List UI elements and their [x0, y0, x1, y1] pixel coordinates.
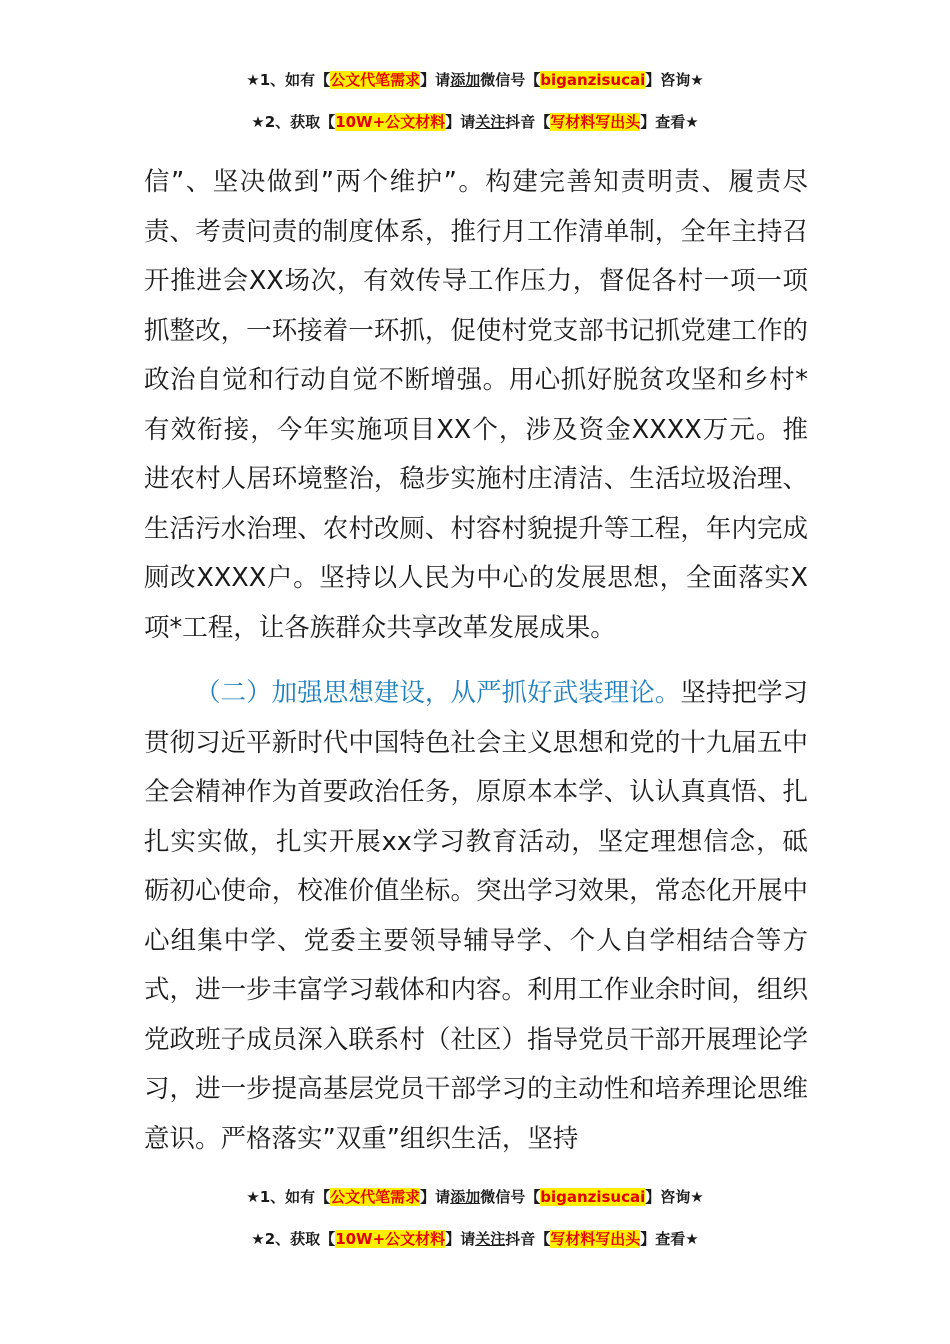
header-banner-line-1: [0, 69, 950, 91]
section-heading: （二）加强思想建设，从严抓好武装理论。: [195, 678, 681, 708]
banner-text: 】请: [445, 113, 476, 131]
highlight-materials: 10W+公文材料: [335, 113, 446, 131]
highlight-service: 公文代笔需求: [330, 71, 421, 89]
highlight-douyin-account: 写材料写出头: [550, 1230, 641, 1248]
highlight-wechat-id: biganzisucai: [540, 1188, 646, 1206]
footer-banner-line-1: [0, 1186, 950, 1208]
banner-text: 抖音【: [505, 1230, 551, 1248]
banner-text: 微信号【: [480, 71, 541, 89]
highlight-service: 公文代笔需求: [330, 1188, 421, 1206]
banner-suffix: 】查看★: [640, 1230, 699, 1248]
banner-text: 抖音【: [505, 113, 551, 131]
banner-suffix: 】查看★: [640, 113, 699, 131]
paragraph-2: [144, 669, 808, 1164]
banner-suffix: 】咨询★: [645, 71, 704, 89]
highlight-douyin-account: 写材料写出头: [550, 113, 641, 131]
highlight-materials: 10W+公文材料: [335, 1230, 446, 1248]
banner-prefix: ★1、如有【: [246, 1188, 331, 1206]
document-body: [144, 158, 808, 1164]
highlight-wechat-id: biganzisucai: [540, 71, 646, 89]
banner-text: 微信号【: [480, 1188, 541, 1206]
banner-emphasis: 添加: [450, 71, 481, 89]
banner-suffix: 】咨询★: [645, 1188, 704, 1206]
paragraph-1: 信”、坚决做到”两个维护”。构建完善知责明责、履责尽责、考责问责的制度体系，推行月工作清单制，全年主持召开推进会XX场次，有效传导工作压力，督促各村一项一项抓整改，一环接着一环抓，促使村党支部书记抓党建工作的政治自觉和行动自觉不断增强。用心抓好脱贫攻坚和乡村*有效衔接，今年实施项目XX个，涉及资金XXXX万元。推进农村人居环境整治，稳步实施村庄清洁、生活垃圾治理、生活污水治理、农村改厕、村容村貌提升等工程，年内完成厕改XXXX户。坚持以人民为中心的发展思想，全面落实X项*工程，让各族群众共享改革发展成果。: [144, 167, 808, 643]
banner-emphasis: 添加: [450, 1188, 481, 1206]
footer-banner-line-2: [0, 1228, 950, 1250]
banner-emphasis: 关注: [475, 113, 506, 131]
banner-prefix: ★2、获取【: [251, 1230, 336, 1248]
banner-text: 】请: [420, 1188, 451, 1206]
banner-prefix: ★1、如有【: [246, 71, 331, 89]
header-banner-line-2: [0, 111, 950, 133]
banner-text: 】请: [445, 1230, 476, 1248]
banner-emphasis: 关注: [475, 1230, 506, 1248]
banner-text: 】请: [420, 71, 451, 89]
banner-prefix: ★2、获取【: [251, 113, 336, 131]
paragraph-2-text: 坚持把学习贯彻习近平新时代中国特色社会主义思想和党的十九届五中全会精神作为首要政治任务，原原本本学、认认真真悟、扎扎实实做，扎实开展xx学习教育活动，坚定理想信念，砥砺初心使命，校准价值坐标。突出学习效果，常态化开展中心组集中学、党委主要领导辅导学、个人自学相结合等方式，进一步丰富学习载体和内容。利用工作业余时间，组织党政班子成员深入联系村（社区）指导党员干部开展理论学习，进一步提高基层党员干部学习的主动性和培养理论思维意识。严格落实”双重”组织生活，坚持: [144, 678, 808, 1154]
